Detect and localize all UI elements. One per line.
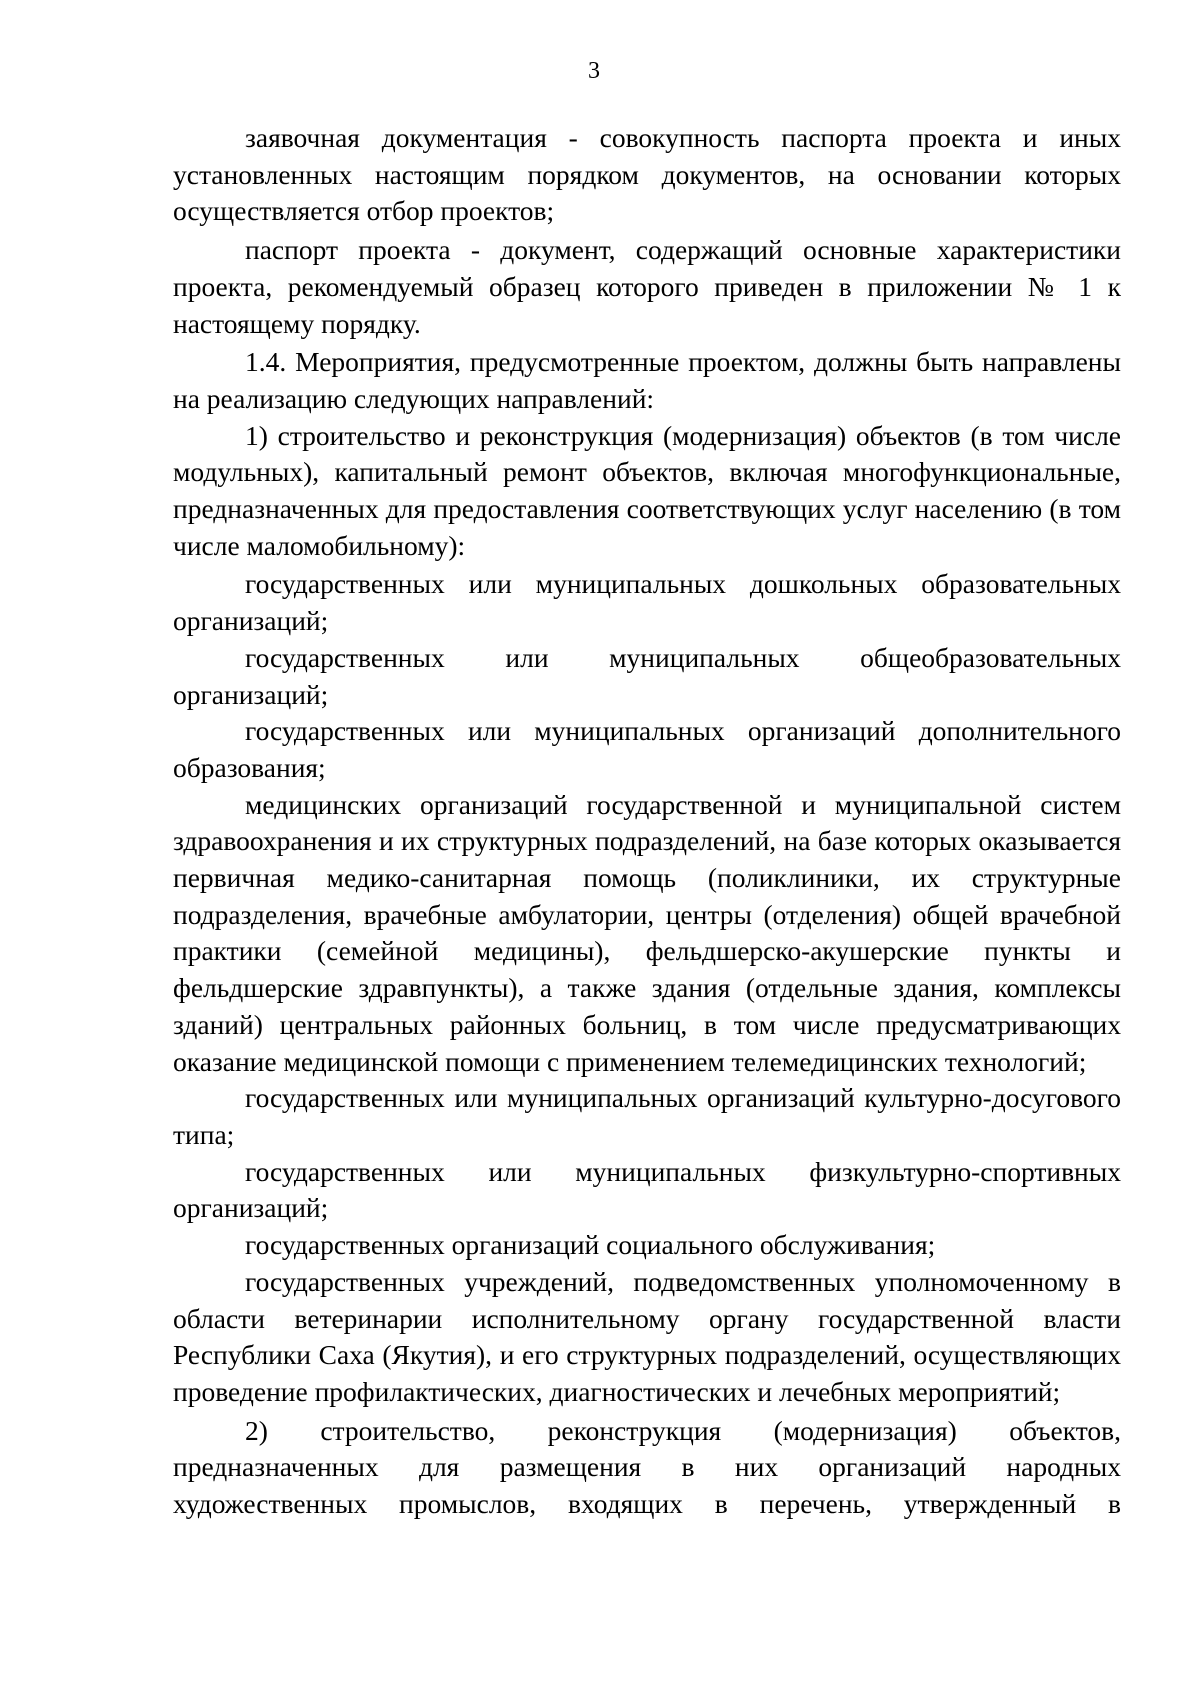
paragraph-medical-organizations: медицинских организаций государственной и муниципальной систем здравоохранения и их структурных подразделений, на базе которых оказывается первичная медико-санитарная помощь (поликлиники, их структурные подразделения, врачебные амбулатории, центры (отделения) общей врачебной практики (семейной медицины), фельдшерско-акушерские пункты и фельдшерские здравпункты), а также здания (отдельные здания, комплексы зданий) центральных районных больниц, в том числе предусматривающих оказание медицинской помощи с применением телемедицинских технологий;	[173, 788, 1121, 1077]
paragraph-veterinary-institutions: государственных учреждений, подведомственных уполномоченному в области ветеринарии исполнительному органу государственной власти Республики Саха (Якутия), и его структурных подразделений, осуществляющих проведение профилактических, диагностических и лечебных мероприятий;	[173, 1265, 1121, 1407]
paragraph-sports-organizations: государственных или муниципальных физкультурно-спортивных организаций;	[173, 1155, 1121, 1224]
paragraph-social-service-organizations: государственных организаций социального обслуживания;	[245, 1229, 936, 1261]
paragraph-item-1: 1) строительство и реконструкция (модернизация) объектов (в том числе модульных), капитальный ремонт объектов, включая многофункциональные, предназначенных для предоставления соответствующих услуг населению (в том числе маломобильному):	[173, 419, 1121, 561]
paragraph-cultural-leisure-organizations: государственных или муниципальных организаций культурно-досугового типа;	[173, 1082, 1121, 1150]
page-number: 3	[588, 58, 600, 84]
paragraph-general-education-organizations: государственных или муниципальных общеобразовательных организаций;	[173, 641, 1121, 710]
paragraph-definition-project-passport: паспорт проекта - документ, содержащий основные характеристики проекта, рекомендуемый образец которого приведен в приложении № 1 к настоящему порядку.	[173, 234, 1121, 339]
document-body	[173, 120, 1121, 1523]
paragraph-preschool-organizations: государственных или муниципальных дошкольных образовательных организаций;	[173, 568, 1121, 637]
paragraph-section-1-4: 1.4. Мероприятия, предусмотренные проектом, должны быть направлены на реализацию следующих направлений:	[173, 346, 1121, 414]
paragraph-item-2: 2) строительство, реконструкция (модернизация) объектов, предназначенных для размещения в них организаций народных художественных промыслов, входящих в перечень, утвержденный в	[173, 1414, 1121, 1520]
paragraph-additional-education-organizations: государственных или муниципальных организаций дополнительного образования;	[173, 715, 1121, 783]
paragraph-definition-application-docs: заявочная документация - совокупность паспорта проекта и иных установленных настоящим порядком документов, на основании которых осуществляется отбор проектов;	[173, 122, 1121, 227]
